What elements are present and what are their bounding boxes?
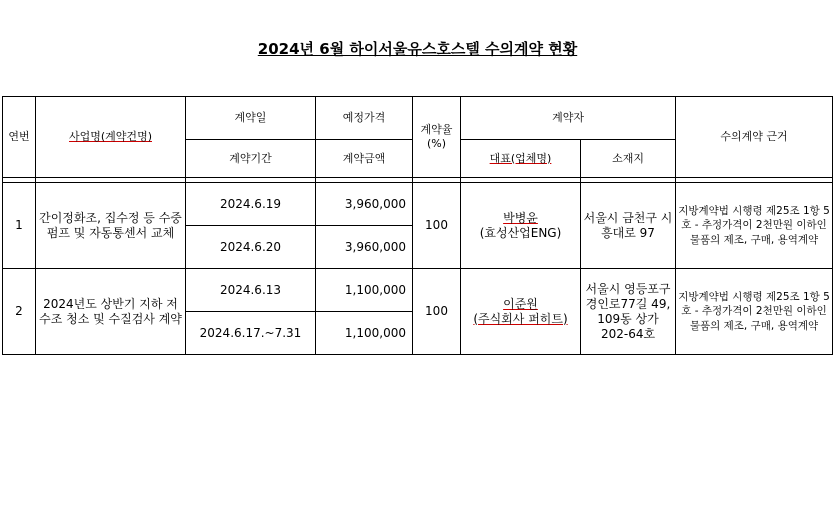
cell-contract-date: 2024.6.13 xyxy=(186,269,316,312)
table-row xyxy=(3,269,833,312)
cell-rate: 100 xyxy=(413,269,461,355)
rep-company: (주식회사 퍼히트) xyxy=(473,311,568,326)
header-rep: 대표(업체명) xyxy=(461,140,581,178)
cell-amount: 1,100,000 xyxy=(316,312,413,355)
header-amount: 계약금액 xyxy=(316,140,413,178)
rep-name: 이준원 xyxy=(503,296,538,311)
rep-name: 박병윤 xyxy=(503,210,538,225)
page-title: 2024년 6월 하이서울유스호스텔 수의계약 현황 xyxy=(257,40,578,58)
cell-address: 서울시 영등포구 경인로77길 49, 109동 상가 202-64호 xyxy=(581,269,676,355)
header-period: 계약기간 xyxy=(186,140,316,178)
cell-basis: 지방계약법 시행령 제25조 1항 5호 - 추정가격이 2천만원 이하인 물품의 제조, 구매, 용역계약 xyxy=(676,183,833,269)
cell-project: 2024년도 상반기 지하 저수조 청소 및 수질검사 계약 xyxy=(36,269,186,355)
cell-rep xyxy=(461,269,581,355)
header-no: 연번 xyxy=(3,97,36,178)
cell-estimated-price: 3,960,000 xyxy=(316,183,413,226)
cell-period: 2024.6.17.~7.31 xyxy=(186,312,316,355)
cell-basis: 지방계약법 시행령 제25조 1항 5호 - 추정가격이 2천만원 이하인 물품의 제조, 구매, 용역계약 xyxy=(676,269,833,355)
cell-no: 1 xyxy=(3,183,36,269)
table-row xyxy=(3,183,833,226)
rep-company: (효성산업ENG) xyxy=(479,225,562,240)
header-contract-date: 계약일 xyxy=(186,97,316,140)
header-project: 사업명(계약건명) xyxy=(36,97,186,178)
cell-address: 서울시 금천구 시흥대로 97 xyxy=(581,183,676,269)
cell-rep xyxy=(461,183,581,269)
cell-rate: 100 xyxy=(413,183,461,269)
cell-estimated-price: 1,100,000 xyxy=(316,269,413,312)
cell-amount: 3,960,000 xyxy=(316,226,413,269)
contract-table xyxy=(2,96,833,355)
cell-contract-date: 2024.6.19 xyxy=(186,183,316,226)
header-estimated-price: 예정가격 xyxy=(316,97,413,140)
header-basis: 수의계약 근거 xyxy=(676,97,833,178)
cell-project: 간이정화조, 집수정 등 수중펌프 및 자동통센서 교체 xyxy=(36,183,186,269)
header-rate: 계약율 (%) xyxy=(413,97,461,178)
header-contractor: 계약자 xyxy=(461,97,676,140)
cell-no: 2 xyxy=(3,269,36,355)
cell-period: 2024.6.20 xyxy=(186,226,316,269)
header-address: 소재지 xyxy=(581,140,676,178)
